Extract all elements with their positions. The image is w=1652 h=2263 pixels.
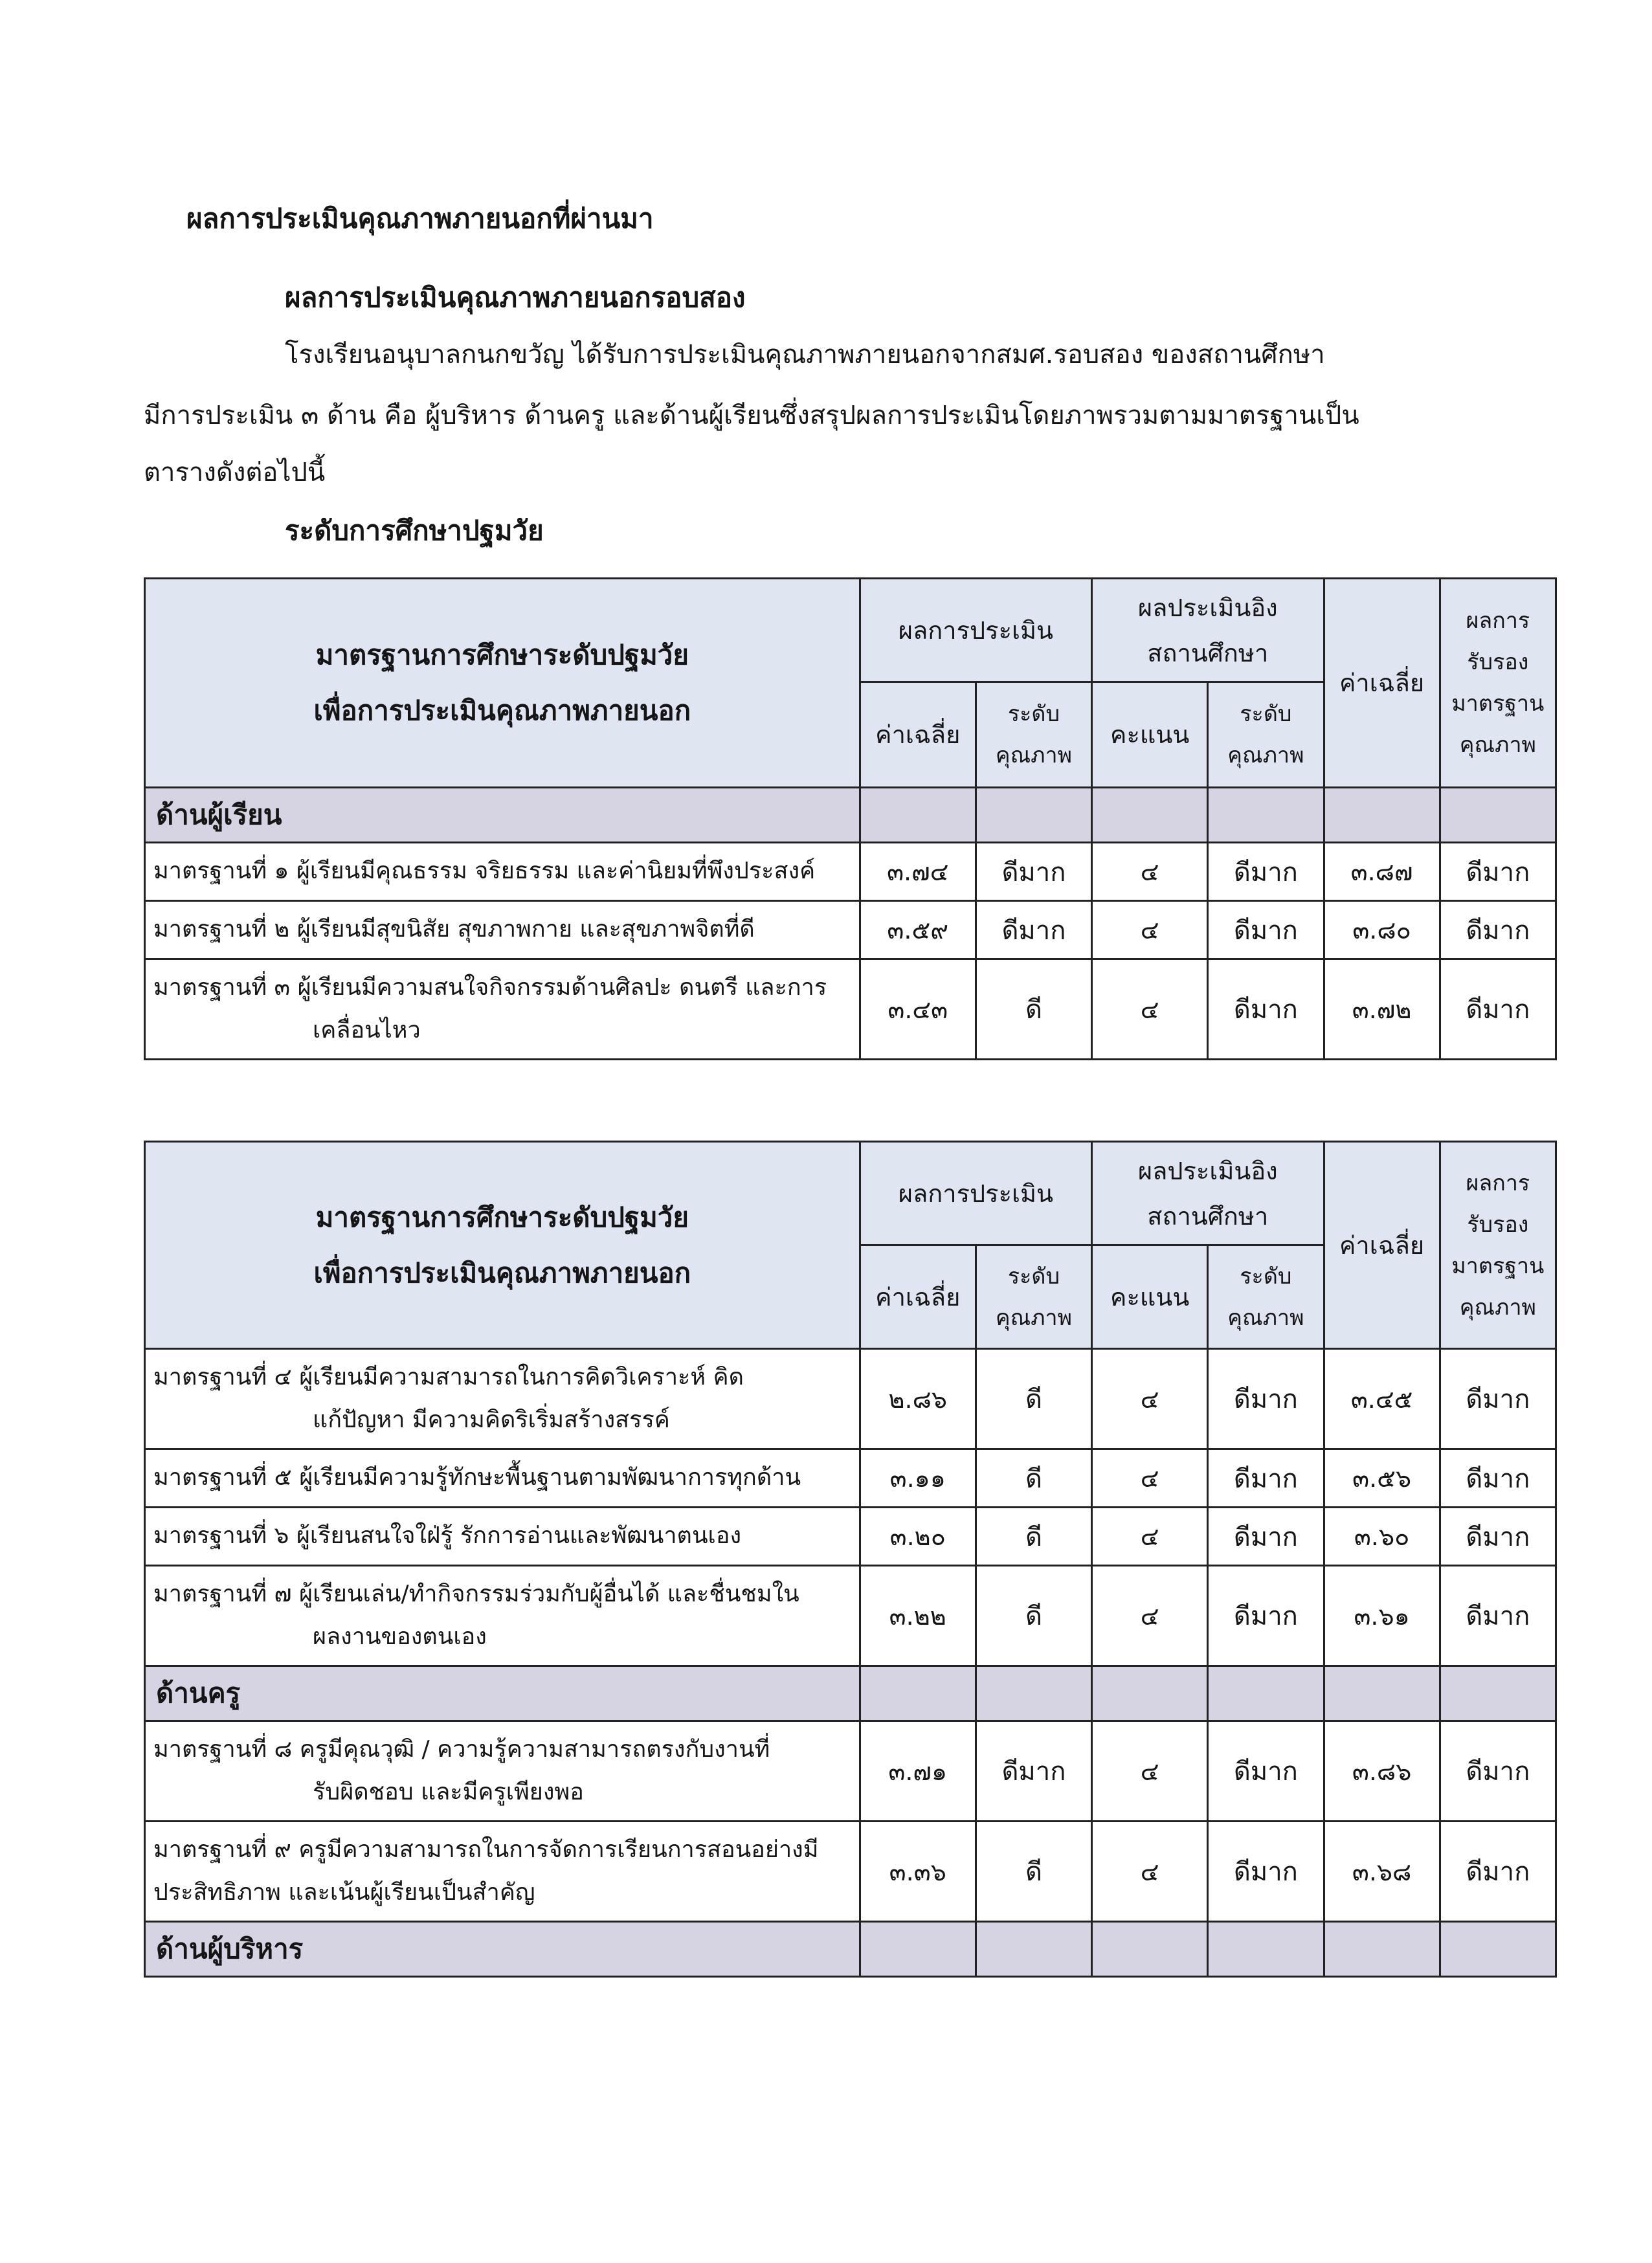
mean-value: ๓.๖๑: [1324, 1566, 1440, 1666]
level-heading: ระดับการศึกษาปฐมวัย: [285, 515, 544, 546]
avg-value: ๓.๑๑: [860, 1449, 976, 1508]
table2-group-assessment: ผลการประเมิน: [860, 1142, 1091, 1245]
quality-level: ดีมาก: [976, 843, 1091, 901]
score-level: ดีมาก: [1208, 959, 1324, 1060]
section-label: ด้านผู้บริหาร: [145, 1922, 860, 1977]
table2-sub-score: คะแนน: [1092, 1245, 1208, 1349]
avg-value: ๓.๕๙: [860, 901, 976, 959]
table1-sub-score-level: ระดับ คุณภาพ: [1208, 682, 1324, 788]
score-level: ดีมาก: [1208, 1508, 1324, 1566]
cert-level: ดีมาก: [1440, 959, 1556, 1060]
standard-desc: มาตรฐานที่ ๙ ครูมีความสามารถในการจัดการเรียนการสอนอย่างมี ประสิทธิภาพ และเน้นผู้เรียนเป็นสำคัญ: [145, 1822, 860, 1922]
table2-sub-level: ระดับ คุณภาพ: [976, 1245, 1091, 1349]
standard-desc: มาตรฐานที่ ๑ ผู้เรียนมีคุณธรรม จริยธรรม และค่านิยมที่พึงประสงค์: [145, 843, 860, 901]
table1-average-header: ค่าเฉลี่ย: [1324, 579, 1440, 788]
paragraph-line-2: มีการประเมิน ๓ ด้าน คือ ผู้บริหาร ด้านครู และด้านผู้เรียนซึ่งสรุปผลการประเมินโดยภาพรวมตามมาตรฐานเป็น: [144, 401, 1359, 430]
quality-level: ดี: [976, 1349, 1091, 1449]
quality-level: ดี: [976, 1449, 1091, 1508]
standard-desc: มาตรฐานที่ ๔ ผู้เรียนมีความสามารถในการคิดวิเคราะห์ คิด แก้ปัญหา มีความคิดริเริ่มสร้างสรรค์: [145, 1349, 860, 1449]
table2-sub-score-level: ระดับ คุณภาพ: [1208, 1245, 1324, 1349]
cert-level: ดีมาก: [1440, 1822, 1556, 1922]
cert-level: ดีมาก: [1440, 901, 1556, 959]
paragraph-line-1: โรงเรียนอนุบาลกนกขวัญ ได้รับการประเมินคุณภาพภายนอกจากสมศ.รอบสอง ของสถานศึกษา: [285, 340, 1325, 370]
mean-value: ๓.๘๖: [1324, 1721, 1440, 1822]
standard-desc: มาตรฐานที่ ๖ ผู้เรียนสนใจใฝ่รู้ รักการอ่านและพัฒนาตนเอง: [145, 1508, 860, 1566]
avg-value: ๓.๒๐: [860, 1508, 976, 1566]
table-row: [145, 1566, 1556, 1666]
table1-sub-score: คะแนน: [1092, 682, 1208, 788]
table-row: [145, 1449, 1556, 1508]
table2-group-school: ผลประเมินอิง สถานศึกษา: [1092, 1142, 1324, 1245]
table-row: [145, 959, 1556, 1060]
mean-value: ๓.๕๖: [1324, 1449, 1440, 1508]
cert-level: ดีมาก: [1440, 1566, 1556, 1666]
mean-value: ๓.๖๘: [1324, 1822, 1440, 1922]
avg-value: ๓.๔๓: [860, 959, 976, 1060]
table-row: [145, 1721, 1556, 1822]
standard-desc: มาตรฐานที่ ๗ ผู้เรียนเล่น/ทำกิจกรรมร่วมกับผู้อื่นได้ และชื่นชมใน ผลงานของตนเอง: [145, 1566, 860, 1666]
table-row: [145, 1508, 1556, 1566]
score-value: ๔: [1092, 1822, 1208, 1922]
table-row: [145, 843, 1556, 901]
score-value: ๔: [1092, 1566, 1208, 1666]
avg-value: ๓.๓๖: [860, 1822, 976, 1922]
main-heading: ผลการประเมินคุณภาพภายนอกที่ผ่านมา: [186, 203, 654, 234]
quality-level: ดี: [976, 1822, 1091, 1922]
score-value: ๔: [1092, 901, 1208, 959]
quality-level: ดี: [976, 1566, 1091, 1666]
paragraph-line-3: ตารางดังต่อไปนี้: [144, 458, 326, 487]
avg-value: ๒.๘๖: [860, 1349, 976, 1449]
standard-desc: มาตรฐานที่ ๘ ครูมีคุณวุฒิ / ความรู้ความสามารถตรงกับงานที่ รับผิดชอบ และมีครูเพียงพอ: [145, 1721, 860, 1822]
standard-desc: มาตรฐานที่ ๓ ผู้เรียนมีความสนใจกิจกรรมด้านศิลปะ ดนตรี และการ เคลื่อนไหว: [145, 959, 860, 1060]
table1-group-assessment: ผลการประเมิน: [860, 579, 1091, 682]
mean-value: ๓.๔๕: [1324, 1349, 1440, 1449]
score-level: ดีมาก: [1208, 1822, 1324, 1922]
section-label: ด้านครู: [145, 1666, 860, 1721]
cert-level: ดีมาก: [1440, 1349, 1556, 1449]
cert-level: ดีมาก: [1440, 1449, 1556, 1508]
mean-value: ๓.๖๐: [1324, 1508, 1440, 1566]
section-row-admin: [145, 1922, 1556, 1977]
quality-level: ดีมาก: [976, 901, 1091, 959]
score-level: ดีมาก: [1208, 1721, 1324, 1822]
avg-value: ๓.๒๒: [860, 1566, 976, 1666]
quality-level: ดี: [976, 959, 1091, 1060]
score-level: ดีมาก: [1208, 1566, 1324, 1666]
cert-level: ดีมาก: [1440, 1721, 1556, 1822]
standard-desc: มาตรฐานที่ ๕ ผู้เรียนมีความรู้ทักษะพื้นฐานตามพัฒนาการทุกด้าน: [145, 1449, 860, 1508]
table1-group-school: ผลประเมินอิง สถานศึกษา: [1092, 579, 1324, 682]
table2-title-header: มาตรฐานการศึกษาระดับปฐมวัย เพื่อการประเมินคุณภาพภายนอก: [145, 1142, 860, 1349]
standard-desc: มาตรฐานที่ ๒ ผู้เรียนมีสุขนิสัย สุขภาพกาย และสุขภาพจิตที่ดี: [145, 901, 860, 959]
score-value: ๔: [1092, 1721, 1208, 1822]
section-row-students: [145, 788, 1556, 843]
mean-value: ๓.๘๐: [1324, 901, 1440, 959]
table1-cert-header: ผลการ รับรอง มาตรฐาน คุณภาพ: [1440, 579, 1556, 788]
table1-sub-avg: ค่าเฉลี่ย: [860, 682, 976, 788]
quality-level: ดี: [976, 1508, 1091, 1566]
table1-sub-level: ระดับ คุณภาพ: [976, 682, 1091, 788]
table2-sub-avg: ค่าเฉลี่ย: [860, 1245, 976, 1349]
score-value: ๔: [1092, 959, 1208, 1060]
mean-value: ๓.๘๗: [1324, 843, 1440, 901]
table2-cert-header: ผลการ รับรอง มาตรฐาน คุณภาพ: [1440, 1142, 1556, 1349]
avg-value: ๓.๗๔: [860, 843, 976, 901]
score-value: ๔: [1092, 1349, 1208, 1449]
score-level: ดีมาก: [1208, 901, 1324, 959]
table1-title-header: มาตรฐานการศึกษาระดับปฐมวัย เพื่อการประเมินคุณภาพภายนอก: [145, 579, 860, 788]
mean-value: ๓.๗๒: [1324, 959, 1440, 1060]
table-row: [145, 901, 1556, 959]
table-row: [145, 1349, 1556, 1449]
section-label: ด้านผู้เรียน: [145, 788, 860, 843]
sub-heading: ผลการประเมินคุณภาพภายนอกรอบสอง: [285, 282, 746, 313]
avg-value: ๓.๗๑: [860, 1721, 976, 1822]
score-level: ดีมาก: [1208, 1349, 1324, 1449]
quality-level: ดีมาก: [976, 1721, 1091, 1822]
table2-average-header: ค่าเฉลี่ย: [1324, 1142, 1440, 1349]
score-value: ๔: [1092, 843, 1208, 901]
section-row-teachers: [145, 1666, 1556, 1721]
cert-level: ดีมาก: [1440, 843, 1556, 901]
score-level: ดีมาก: [1208, 1449, 1324, 1508]
score-value: ๔: [1092, 1508, 1208, 1566]
standards-table-2: [144, 1141, 1557, 1978]
cert-level: ดีมาก: [1440, 1508, 1556, 1566]
score-value: ๔: [1092, 1449, 1208, 1508]
standards-table-1: [144, 577, 1557, 1060]
score-level: ดีมาก: [1208, 843, 1324, 901]
table-row: [145, 1822, 1556, 1922]
